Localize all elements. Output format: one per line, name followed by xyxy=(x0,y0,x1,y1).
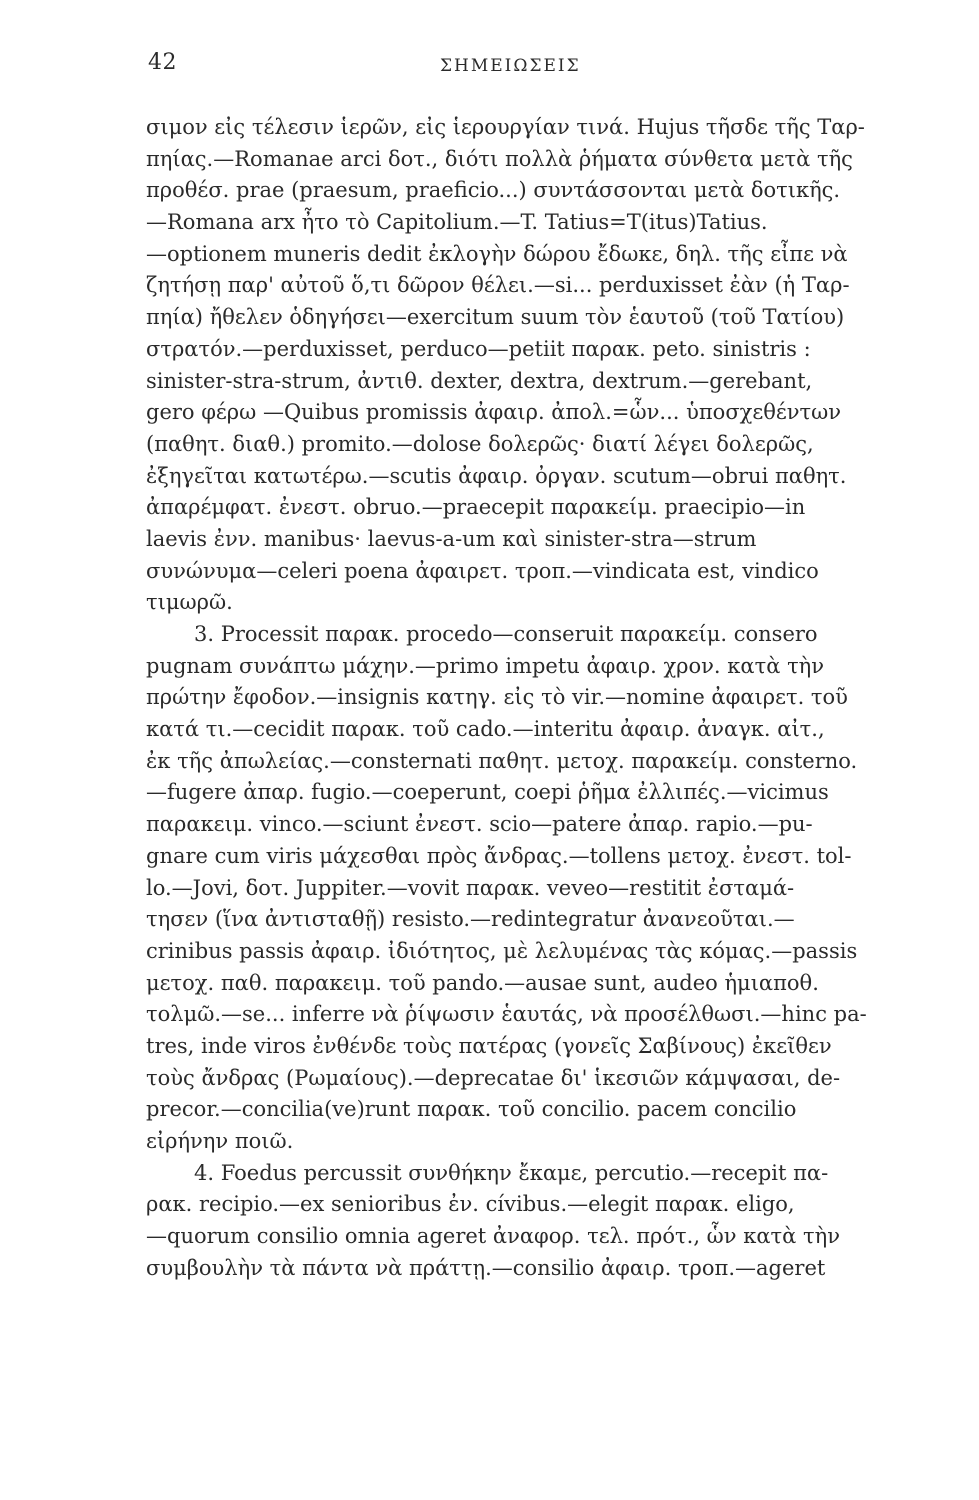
text-line: crinibus passis ἀφαιρ. ἰδιότητος, μὲ λελυμένας τὰς κόμας.—passis xyxy=(146,938,858,963)
text-line: μετοχ. παθ. παρακειμ. τοῦ pando.—ausae sunt, audeo ἡμιαποθ. xyxy=(146,970,819,995)
text-line: ζητήσῃ παρ' αὐτοῦ ὅ,τι δῶρον θέλει.—si... perduxisset ἐὰν (ἡ Ταρ- xyxy=(146,273,850,298)
text-line: πρώτην ἔφοδον.—insignis κατηγ. εἰς τὸ vir.—nomine ἀφαιρετ. τοῦ xyxy=(146,685,848,710)
text-line: συνώνυμα—celeri poena ἀφαιρετ. τροπ.—vindicata est, vindico xyxy=(146,558,819,583)
text-line: sinister-stra-strum, ἀντιθ. dexter, dextra, dextrum.—gerebant, xyxy=(146,368,813,393)
text-line: gero φέρω —Quibus promissis ἀφαιρ. ἀπολ.=ὧν... ὑποσχεθέντων xyxy=(146,400,842,425)
text-line: —optionem muneris dedit ἐκλογὴν δώρου ἔδωκε, δηλ. τῆς εἶπε νὰ xyxy=(146,241,848,266)
text-line: ἐξηγεῖται κατωτέρω.—scutis ἀφαιρ. ὀργαν. scutum—obrui παθητ. xyxy=(146,463,847,488)
paragraph-3-start: 3. Processit παρακ. procedo—conseruit παρακείμ. consero xyxy=(194,622,818,646)
text-line: ἀπαρέμφατ. ἐνεστ. obruo.—praecepit παρακείμ. praecipio—in xyxy=(146,495,806,520)
paragraph-4-start: 4. Foedus percussit συνθήκην ἔκαμε, percutio.—recepit πα- xyxy=(194,1160,829,1185)
text-line: (παθητ. διαθ.) promito.—dolose δολερῶς· διατί λέγει δολερῶς, xyxy=(146,431,814,456)
text-line: lo.—Jovi, δοτ. Juppiter.—vovit παρακ. veveo—restitit ἐσταμά- xyxy=(146,875,795,900)
text-line: κατά τι.—cecidit παρακ. τοῦ cado.—interitu ἀφαιρ. ἀναγκ. αἰτ., xyxy=(146,717,825,742)
text-line: τιμωρῶ. xyxy=(146,590,233,615)
text-line: συμβουλὴν τὰ πάντα νὰ πράττῃ.—consilio ἀφαιρ. τροπ.—ageret xyxy=(146,1255,826,1280)
notes-body xyxy=(146,112,958,1284)
text-line: —fugere ἀπαρ. fugio.—coeperunt, coepi ῥῆμα ἐλλιπές.—vicimus xyxy=(146,780,829,805)
text-line: pugnam συνάπτω μάχην.—primo impetu ἀφαιρ. χρον. κατὰ τὴν xyxy=(146,653,825,678)
text-line: στρατόν.—perduxisset, perduco—petiit παρακ. peto. sinistris : xyxy=(146,336,811,361)
text-line: —Romana arx ἦτο τὸ Capitolium.—T. Tatius=T(itus)Tatius. xyxy=(146,210,768,235)
running-title: ΣΗΜΕΙΩΣΕΙΣ xyxy=(440,56,581,76)
text-line: εἰρήνην ποιῶ. xyxy=(146,1129,294,1153)
text-line: σιμον εἰς τέλεσιν ἱερῶν, εἰς ἱερουργίαν τινά. Hujus τῆσδε τῆς Ταρ- xyxy=(146,115,865,139)
text-line: τησεν (ἵνα ἀντισταθῇ) resisto.—redintegratur ἀνανεοῦται.— xyxy=(146,907,795,932)
text-line: ρακ. recipio.—ex senioribus ἐν. cívibus.—elegit παρακ. eligo, xyxy=(146,1192,795,1217)
text-line: πηίας.—Romanae arci δοτ., διότι πολλὰ ῥήματα σύνθετα μετὰ τῆς xyxy=(146,146,853,171)
text-line: πηία) ἤθελεν ὁδηγήσει—exercitum suum τὸν ἑαυτοῦ (τοῦ Τατίου) xyxy=(146,305,845,330)
text-line: τολμῶ.—se... inferre νὰ ῥίψωσιν ἑαυτάς, νὰ προσέλθωσι.—hinc pa- xyxy=(146,1002,867,1027)
text-line: ἐκ τῆς ἀπωλείας.—consternati παθητ. μετοχ. παρακείμ. consterno. xyxy=(146,748,858,773)
text-line: laevis ἐνν. manibus· laevus-a-um καὶ sinister-stra—strum xyxy=(146,526,757,551)
text-line: tres, inde viros ἐνθένδε τοὺς πατέρας (γονεῖς Σαβίνους) ἐκεῖθεν xyxy=(146,1033,832,1058)
text-line: τοὺς ἄνδρας (Ρωμαίους).—deprecatae δι' ἱκεσιῶν κάμψασαι, de- xyxy=(146,1065,841,1090)
text-line: —quorum consilio omnia ageret ἀναφορ. τελ. πρότ., ὧν κατὰ τὴν xyxy=(146,1224,840,1249)
text-line: παρακειμ. vinco.—sciunt ἐνεστ. scio—patere ἀπαρ. rapio.—pu- xyxy=(146,812,813,837)
text-line: precor.—concilia(ve)runt παρακ. τοῦ concilio. pacem concilio xyxy=(146,1097,797,1122)
text-line: gnare cum viris μάχεσθαι πρὸς ἄνδρας.—tollens μετοχ. ἐνεστ. tol- xyxy=(146,843,852,868)
text-line: προθέσ. prae (praesum, praeficio...) συντάσσονται μετὰ δοτικῆς. xyxy=(146,178,841,203)
page-number: 42 xyxy=(148,50,177,75)
